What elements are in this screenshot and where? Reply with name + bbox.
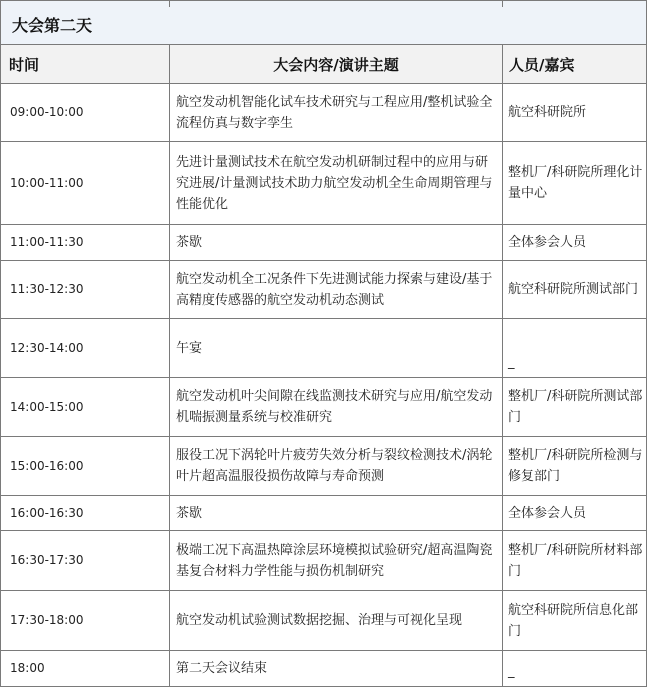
table-row	[1, 84, 646, 142]
table-row	[1, 531, 646, 591]
table-row	[1, 319, 646, 378]
time-cell: 14:00-15:00	[10, 399, 84, 414]
time-cell: 16:30-17:30	[10, 553, 84, 567]
person-cell: 全体参会人员	[508, 505, 587, 521]
divider	[169, 1, 170, 7]
table-header-row	[1, 45, 646, 84]
topic-cell: 服役工况下涡轮叶片疲劳失效分析与裂纹检测技术/涡轮叶片超高温服役损伤故障与寿命预测	[176, 448, 493, 484]
divider	[502, 1, 503, 7]
table-row	[1, 651, 646, 686]
page-title: 大会第二天	[12, 16, 93, 35]
person-cell: 航空科研院所	[508, 105, 587, 120]
time-cell: 12:30-14:00	[10, 340, 84, 355]
person-cell: 整机厂/科研院所理化计量中心	[508, 165, 643, 201]
topic-cell: 航空发动机智能化试车技术研究与工程应用/整机试验全流程仿真与数字孪生	[176, 94, 493, 131]
topic-cell: 茶歇	[176, 235, 203, 250]
time-cell: 17:30-18:00	[10, 613, 84, 627]
header-topic: 大会内容/演讲主题	[273, 55, 399, 74]
topic-cell: 航空发动机试验测试数据挖掘、治理与可视化呈现	[176, 613, 463, 628]
time-cell: 09:00-10:00	[10, 105, 84, 119]
topic-cell: 极端工况下高温热障涂层环境模拟试验研究/超高温陶瓷基复合材料力学性能与损伤机制研究	[176, 542, 493, 579]
time-cell: 11:00-11:30	[10, 235, 84, 249]
time-cell: 18:00	[10, 661, 45, 675]
person-cell: _	[508, 355, 515, 370]
topic-cell: 第二天会议结束	[176, 661, 268, 676]
person-cell: 整机厂/科研院所材料部门	[508, 542, 643, 579]
header-time: 时间	[9, 55, 40, 74]
time-cell: 16:00-16:30	[10, 505, 84, 520]
topic-cell: 先进计量测试技术在航空发动机研制过程中的应用与研究进展/计量测试技术助力航空发动机全生命周期管理与性能优化	[176, 154, 493, 212]
person-cell: 整机厂/科研院所检测与修复部门	[508, 448, 643, 484]
table-row	[1, 437, 646, 496]
person-cell: 航空科研院所信息化部门	[508, 602, 639, 639]
column-divider	[169, 45, 170, 686]
header-person: 人员/嘉宾	[509, 55, 575, 74]
table-row	[1, 496, 646, 531]
table-row	[1, 142, 646, 225]
topic-cell: 航空发动机全工况条件下先进测试能力探索与建设/基于高精度传感器的航空发动机动态测试	[176, 271, 493, 308]
person-cell: _	[508, 664, 515, 679]
person-cell: 全体参会人员	[508, 235, 587, 250]
table-row	[1, 225, 646, 261]
topic-cell: 茶歇	[176, 505, 203, 521]
table-row	[1, 261, 646, 319]
time-cell: 11:30-12:30	[10, 282, 84, 296]
table-title-row	[1, 1, 646, 45]
person-cell: 整机厂/科研院所测试部门	[508, 389, 643, 425]
person-cell: 航空科研院所测试部门	[508, 282, 639, 297]
topic-cell: 午宴	[176, 340, 203, 356]
table-row	[1, 378, 646, 437]
topic-cell: 航空发动机叶尖间隙在线监测技术研究与应用/航空发动机喘振测量系统与校准研究	[176, 389, 493, 425]
column-divider	[502, 45, 503, 686]
time-cell: 10:00-11:00	[10, 175, 84, 190]
time-cell: 15:00-16:00	[10, 458, 84, 473]
table-row	[1, 591, 646, 651]
